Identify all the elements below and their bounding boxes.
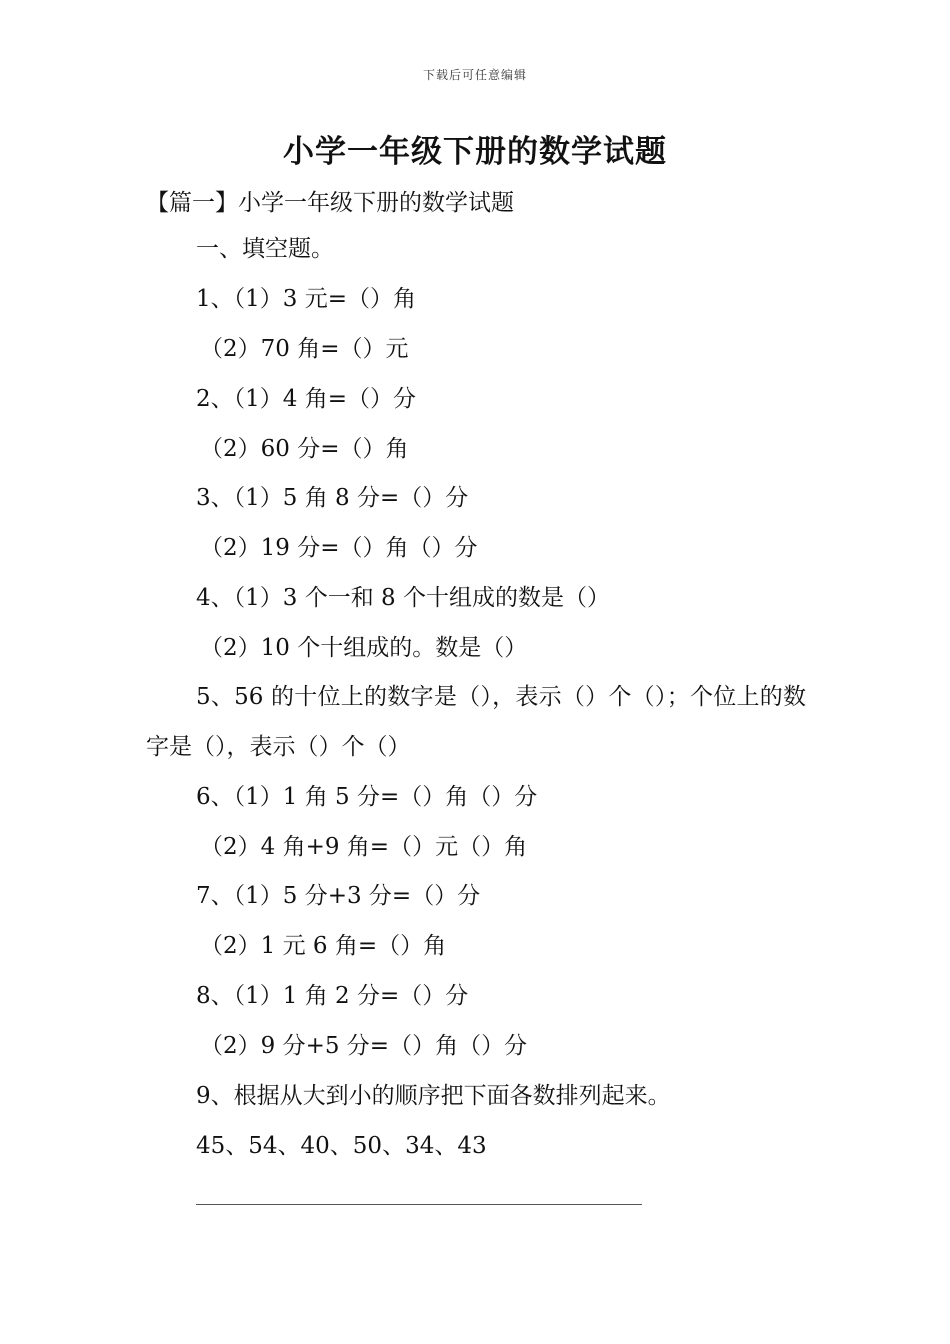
question-7-part-2: （2）1 元 6 角=（）角 [200, 933, 447, 959]
question-3-part-1: 3、（1）5 角 8 分=（）分 [196, 485, 469, 511]
question-1-part-2: （2）70 角=（）元 [200, 336, 409, 362]
document-title: 小学一年级下册的数学试题 [283, 134, 667, 170]
part-heading: 一、填空题。 [196, 236, 334, 262]
question-7-part-1: 7、（1）5 分+3 分=（）分 [196, 883, 481, 909]
question-6-part-1: 6、（1）1 角 5 分=（）角（）分 [196, 784, 538, 810]
section-heading: 【篇一】小学一年级下册的数学试题 [146, 190, 514, 216]
question-5: 5、56 的十位上的数字是（），表示（）个（）；个位上的数字是（），表示（）个（） [146, 684, 806, 760]
question-9-numbers: 45、54、40、50、34、43 [196, 1133, 487, 1159]
answer-line [196, 1204, 642, 1205]
question-2-part-1: 2、（1）4 角=（）分 [196, 386, 416, 412]
question-3-part-2: （2）19 分=（）角（）分 [200, 535, 478, 561]
question-8-part-2: （2）9 分+5 分=（）角（）分 [200, 1033, 528, 1059]
header-note: 下载后可任意编辑 [422, 68, 527, 82]
question-6-part-2: （2）4 角+9 角=（）元（）角 [200, 834, 528, 860]
question-9: 9、根据从大到小的顺序把下面各数排列起来。 [196, 1083, 671, 1109]
question-8-part-1: 8、（1）1 角 2 分=（）分 [196, 983, 469, 1009]
question-2-part-2: （2）60 分=（）角 [200, 436, 409, 462]
question-1-part-1: 1、（1）3 元=（）角 [196, 286, 416, 312]
question-4-part-1: 4、（1）3 个一和 8 个十组成的数是（） [196, 585, 610, 611]
question-4-part-2: （2）10 个十组成的。数是（） [200, 635, 528, 661]
